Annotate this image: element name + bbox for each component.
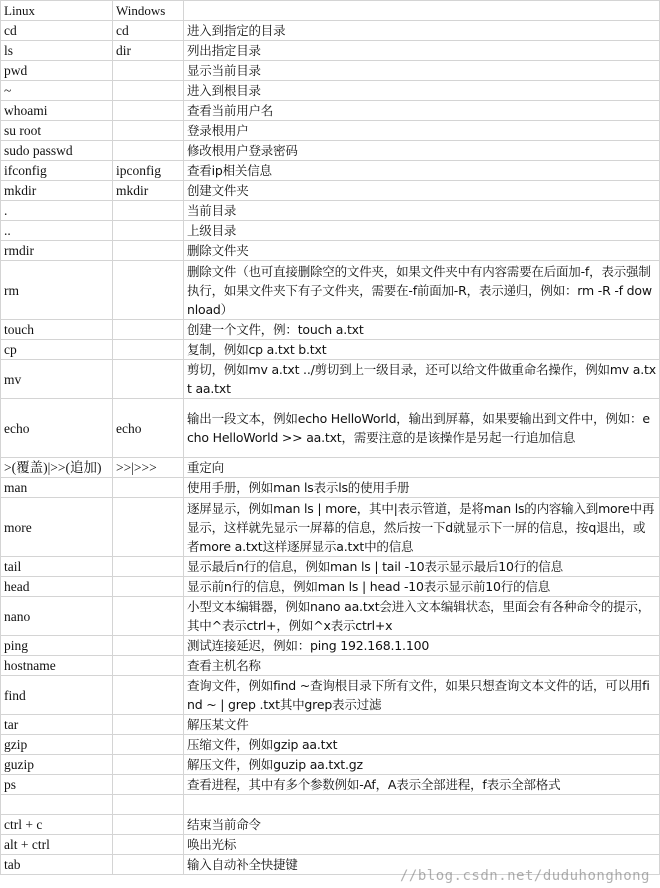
description-cell: 解压文件，例如guzip aa.txt.gz xyxy=(184,755,660,775)
table-row xyxy=(1,121,660,141)
description-cell: 修改根用户登录密码 xyxy=(184,141,660,161)
description-cell: 查看进程，其中有多个参数例如-Af，A表示全部进程，f表示全部格式 xyxy=(184,775,660,795)
table-row xyxy=(1,557,660,577)
table-row xyxy=(1,221,660,241)
table-row xyxy=(1,656,660,676)
description-cell: 逐屏显示，例如man ls | more，其中|表示管道，是将man ls的内容输入到more中再显示，这样就先显示一屏幕的信息，然后按一下d就显示下一屏的信息，按q退出，或者more a.txt这样逐屏显示a.txt中的信息 xyxy=(184,498,660,557)
linux-cell: nano xyxy=(1,597,113,636)
description-cell: 复制，例如cp a.txt b.txt xyxy=(184,340,660,360)
windows-cell xyxy=(113,81,184,101)
description-cell: 解压某文件 xyxy=(184,715,660,735)
windows-cell: echo xyxy=(113,399,184,458)
windows-cell xyxy=(113,835,184,855)
windows-cell xyxy=(113,597,184,636)
windows-cell: dir xyxy=(113,41,184,61)
table-row xyxy=(1,360,660,399)
table-row xyxy=(1,636,660,656)
table-row xyxy=(1,855,660,875)
table-row xyxy=(1,261,660,320)
description-cell: 显示前n行的信息，例如man ls | head -10表示显示前10行的信息 xyxy=(184,577,660,597)
windows-cell xyxy=(113,61,184,81)
table-row xyxy=(1,141,660,161)
linux-cell: ctrl + c xyxy=(1,815,113,835)
table-row xyxy=(1,181,660,201)
windows-cell xyxy=(113,201,184,221)
linux-cell: echo xyxy=(1,399,113,458)
windows-cell xyxy=(113,141,184,161)
header-windows: Windows xyxy=(113,1,184,21)
windows-cell xyxy=(113,755,184,775)
table-row xyxy=(1,478,660,498)
windows-cell xyxy=(113,261,184,320)
table-row xyxy=(1,81,660,101)
command-table-body xyxy=(1,1,660,875)
description-cell: 结束当前命令 xyxy=(184,815,660,835)
linux-cell: ~ xyxy=(1,81,113,101)
description-cell: 测试连接延迟，例如：ping 192.168.1.100 xyxy=(184,636,660,656)
windows-cell xyxy=(113,557,184,577)
windows-cell xyxy=(113,855,184,875)
description-cell: 剪切，例如mv a.txt ../剪切到上一级目录，还可以给文件做重命名操作，例如mv a.txt aa.txt xyxy=(184,360,660,399)
table-row xyxy=(1,340,660,360)
linux-cell: man xyxy=(1,478,113,498)
table-row xyxy=(1,795,660,815)
description-cell: 使用手册，例如man ls表示ls的使用手册 xyxy=(184,478,660,498)
windows-cell: ipconfig xyxy=(113,161,184,181)
table-row xyxy=(1,755,660,775)
table-row xyxy=(1,21,660,41)
table-row xyxy=(1,399,660,458)
linux-cell: hostname xyxy=(1,656,113,676)
windows-cell xyxy=(113,815,184,835)
header-description xyxy=(184,1,660,21)
table-row xyxy=(1,320,660,340)
windows-cell xyxy=(113,775,184,795)
windows-cell xyxy=(113,478,184,498)
windows-cell xyxy=(113,221,184,241)
linux-cell: ifconfig xyxy=(1,161,113,181)
linux-cell: mv xyxy=(1,360,113,399)
windows-cell xyxy=(113,340,184,360)
linux-cell: rmdir xyxy=(1,241,113,261)
linux-cell: >(覆盖)|>>(追加) xyxy=(1,458,113,478)
windows-cell: mkdir xyxy=(113,181,184,201)
description-cell: 上级目录 xyxy=(184,221,660,241)
linux-cell: mkdir xyxy=(1,181,113,201)
linux-cell: guzip xyxy=(1,755,113,775)
windows-cell xyxy=(113,101,184,121)
windows-cell: >>|>>> xyxy=(113,458,184,478)
linux-cell: alt + ctrl xyxy=(1,835,113,855)
description-cell xyxy=(184,795,660,815)
table-row xyxy=(1,161,660,181)
table-row xyxy=(1,201,660,221)
description-cell: 列出指定目录 xyxy=(184,41,660,61)
windows-cell xyxy=(113,241,184,261)
windows-cell xyxy=(113,715,184,735)
header-row xyxy=(1,1,660,21)
windows-cell xyxy=(113,656,184,676)
windows-cell xyxy=(113,636,184,656)
description-cell: 进入到根目录 xyxy=(184,81,660,101)
table-row xyxy=(1,815,660,835)
description-cell: 显示当前目录 xyxy=(184,61,660,81)
windows-cell xyxy=(113,498,184,557)
windows-cell xyxy=(113,121,184,141)
table-row xyxy=(1,241,660,261)
description-cell: 查询文件，例如find ~查询根目录下所有文件，如果只想查询文本文件的话，可以用find ~ | grep .txt其中grep表示过滤 xyxy=(184,676,660,715)
description-cell: 重定向 xyxy=(184,458,660,478)
linux-cell: cp xyxy=(1,340,113,360)
description-cell: 进入到指定的目录 xyxy=(184,21,660,41)
linux-cell xyxy=(1,795,113,815)
description-cell: 输出一段文本，例如echo HelloWorld，输出到屏幕，如果要输出到文件中，例如：echo HelloWorld >> aa.txt，需要注意的是该操作是另起一行追加信息 xyxy=(184,399,660,458)
table-row xyxy=(1,41,660,61)
table-row xyxy=(1,676,660,715)
linux-cell: more xyxy=(1,498,113,557)
description-cell: 当前目录 xyxy=(184,201,660,221)
linux-cell: whoami xyxy=(1,101,113,121)
windows-cell: cd xyxy=(113,21,184,41)
linux-cell: ls xyxy=(1,41,113,61)
linux-cell: tar xyxy=(1,715,113,735)
linux-cell: find xyxy=(1,676,113,715)
description-cell: 创建文件夹 xyxy=(184,181,660,201)
linux-cell: .. xyxy=(1,221,113,241)
linux-cell: rm xyxy=(1,261,113,320)
table-row xyxy=(1,597,660,636)
table-row xyxy=(1,775,660,795)
description-cell: 创建一个文件，例：touch a.txt xyxy=(184,320,660,340)
linux-cell: tab xyxy=(1,855,113,875)
windows-cell xyxy=(113,360,184,399)
windows-cell xyxy=(113,735,184,755)
linux-cell: gzip xyxy=(1,735,113,755)
description-cell: 查看当前用户名 xyxy=(184,101,660,121)
description-cell: 显示最后n行的信息，例如man ls | tail -10表示显示最后10行的信息 xyxy=(184,557,660,577)
windows-cell xyxy=(113,577,184,597)
linux-cell: su root xyxy=(1,121,113,141)
table-row xyxy=(1,835,660,855)
windows-cell xyxy=(113,676,184,715)
linux-cell: head xyxy=(1,577,113,597)
description-cell: 查看ip相关信息 xyxy=(184,161,660,181)
linux-cell: touch xyxy=(1,320,113,340)
table-row xyxy=(1,735,660,755)
description-cell: 登录根用户 xyxy=(184,121,660,141)
linux-cell: ps xyxy=(1,775,113,795)
linux-cell: sudo passwd xyxy=(1,141,113,161)
description-cell: 查看主机名称 xyxy=(184,656,660,676)
table-row xyxy=(1,61,660,81)
windows-cell xyxy=(113,795,184,815)
table-row xyxy=(1,458,660,478)
header-linux: Linux xyxy=(1,1,113,21)
linux-cell: tail xyxy=(1,557,113,577)
table-row xyxy=(1,498,660,557)
windows-cell xyxy=(113,320,184,340)
description-cell: 压缩文件，例如gzip aa.txt xyxy=(184,735,660,755)
linux-cell: cd xyxy=(1,21,113,41)
table-row xyxy=(1,715,660,735)
watermark: //blog.csdn.net/duduhonghong xyxy=(399,868,650,884)
description-cell: 输入自动补全快捷键 xyxy=(184,855,660,875)
table-row xyxy=(1,101,660,121)
description-cell: 小型文本编辑器，例如nano aa.txt会进入文本编辑状态，里面会有各种命令的提示，其中^表示ctrl+，例如^x表示ctrl+x xyxy=(184,597,660,636)
table-row xyxy=(1,577,660,597)
description-cell: 删除文件（也可直接删除空的文件夹，如果文件夹中有内容需要在后面加-f，表示强制执行，如果文件夹下有子文件夹，需要在-f前面加-R，表示递归，例如：rm -R -f download） xyxy=(184,261,660,320)
linux-cell: pwd xyxy=(1,61,113,81)
linux-cell: ping xyxy=(1,636,113,656)
description-cell: 唤出光标 xyxy=(184,835,660,855)
description-cell: 删除文件夹 xyxy=(184,241,660,261)
linux-cell: . xyxy=(1,201,113,221)
